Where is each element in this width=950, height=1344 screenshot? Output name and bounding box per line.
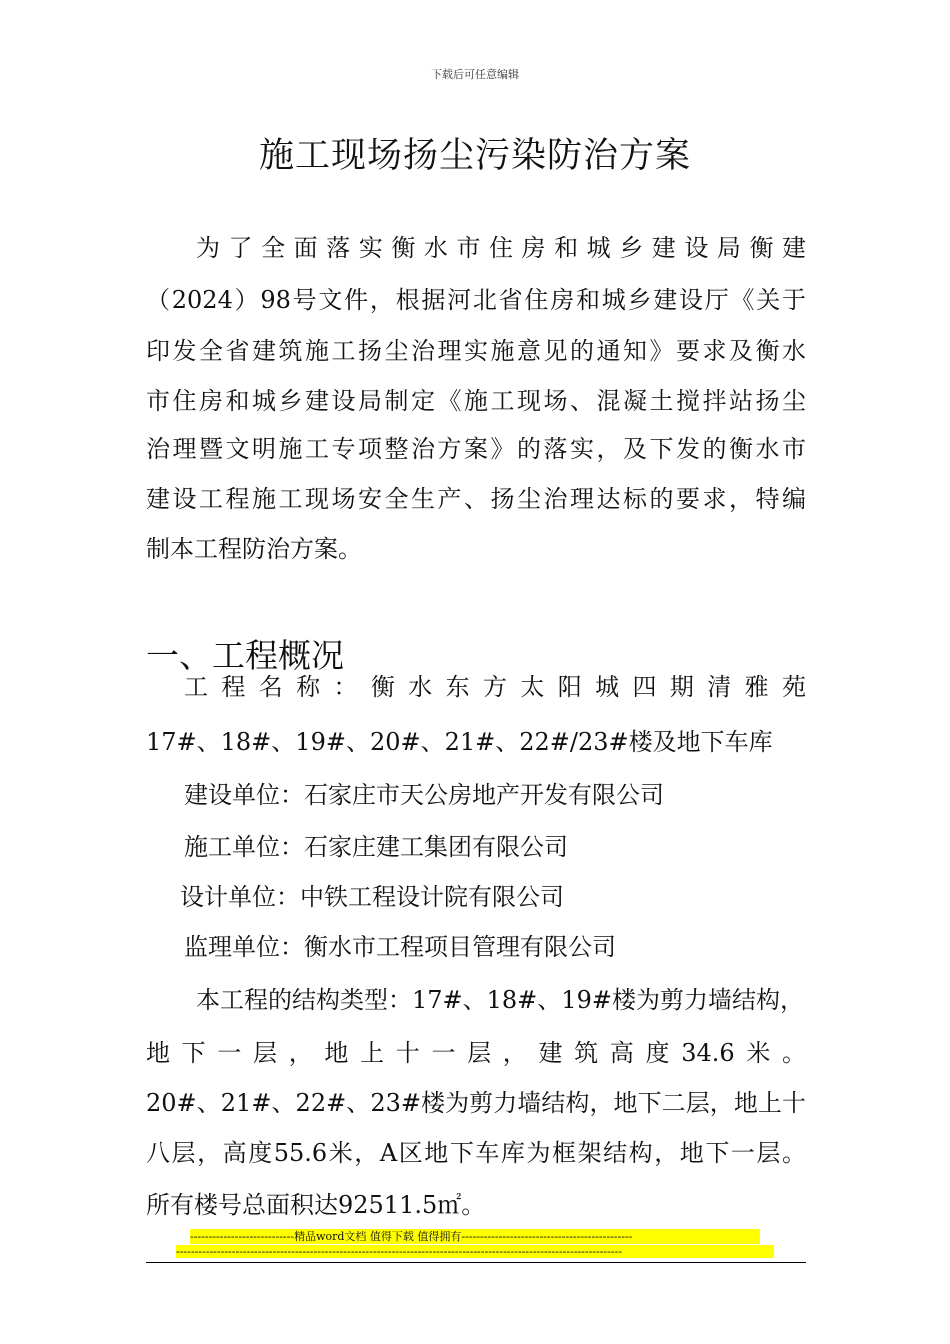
- page-header: 下载后可任意编辑: [431, 68, 519, 81]
- builder-unit: 建设单位：石家庄市天公房地产开发有限公司: [184, 781, 664, 809]
- structure-line-1: 本工程的结构类型：17#、18#、19#楼为剪力墙结构，: [196, 986, 804, 1014]
- footer-rule: [146, 1262, 806, 1263]
- structure-line-2: 地下一层，地上十一层，建筑高度34.6米。: [146, 1039, 806, 1067]
- intro-line-5: 治理暨文明施工专项整治方案》的落实，及下发的衡水市: [146, 435, 806, 463]
- section-heading: 一、工程概况: [146, 636, 344, 675]
- intro-line-7: 制本工程防治方案。: [146, 535, 362, 563]
- intro-line-2: （2024）98号文件，根据河北省住房和城乡建设厅《关于: [146, 286, 806, 314]
- footer-banner: ----------------------------精品word文档 值得下载 值得拥有----------------------------------------------: [190, 1229, 760, 1244]
- intro-line-3: 印发全省建筑施工扬尘治理实施意见的通知》要求及衡水: [146, 337, 806, 365]
- contractor-unit: 施工单位：石家庄建工集团有限公司: [184, 833, 568, 861]
- structure-line-4: 八层，高度55.6米，A区地下车库为框架结构，地下一层。: [146, 1139, 806, 1167]
- project-name-line-1: 工程名称：衡水东方太阳城四期清雅苑: [184, 673, 806, 701]
- intro-line-6: 建设工程施工现场安全生产、扬尘治理达标的要求，特编: [146, 485, 806, 513]
- structure-line-5: 所有楼号总面积达92511.5㎡。: [146, 1191, 486, 1219]
- intro-line-4: 市住房和城乡建设局制定《施工现场、混凝土搅拌站扬尘: [146, 387, 806, 415]
- document-title: 施工现场扬尘污染防治方案: [258, 136, 691, 176]
- design-unit: 设计单位：中铁工程设计院有限公司: [180, 883, 564, 911]
- intro-line-1: 为了全面落实衡水市住房和城乡建设局衡建: [196, 234, 806, 262]
- footer-dashes: ------------------------------------------------------------------------------------------------------------------------: [176, 1245, 774, 1258]
- structure-line-3: 20#、21#、22#、23#楼为剪力墙结构，地下二层，地上十: [146, 1089, 806, 1117]
- project-name-line-2: 17#、18#、19#、20#、21#、22#/23#楼及地下车库: [146, 728, 773, 756]
- supervision-unit: 监理单位：衡水市工程项目管理有限公司: [184, 933, 616, 961]
